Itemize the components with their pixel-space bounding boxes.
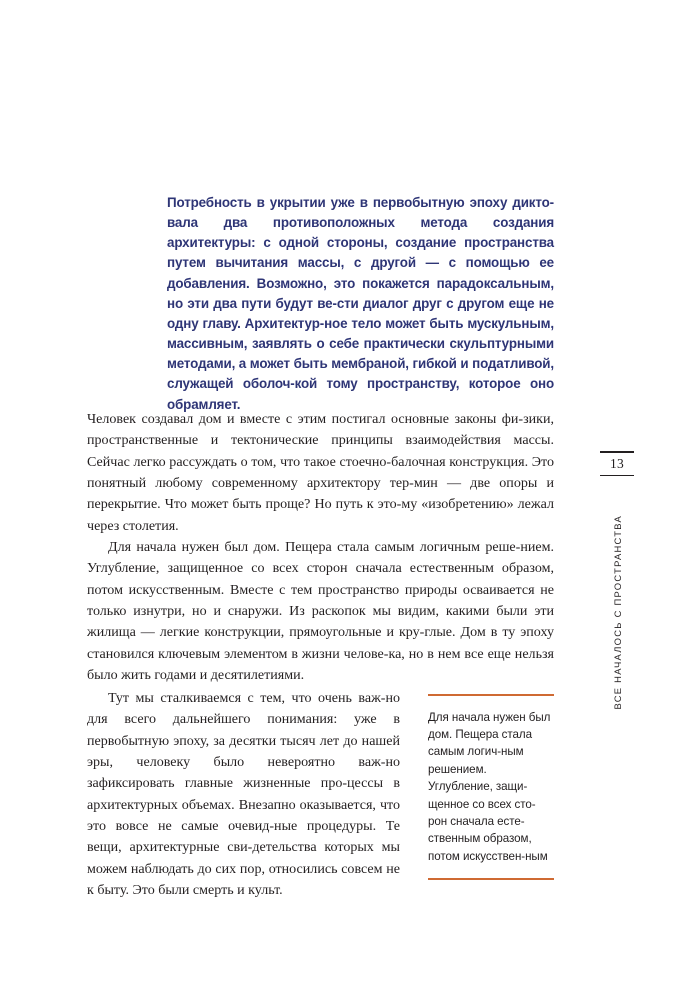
lead-paragraph: Потребность в укрытии уже в первобытную эпоху дикто-вала два противоположных метода создания архитектуры: с одной стороны, создание пространства путем вычитания массы, с другой — с помощью ее добавления. Возможно, это покажется парадоксальным, но эти два пути будут ве-сти диалог друг с другом еще не одну главу. Архитектур-ное тело может быть мускульным, массивным, заявлять о себе практически скульптурными методами, а может быть мембраной, гибкой и податливой, служащей оболоч-кой тому пространству, которое оно обрамляет. [167, 195, 554, 412]
running-head [600, 515, 634, 805]
bottom-split-section [87, 688, 554, 903]
body-paragraph: Для начала нужен был дом. Пещера стала самым логичным реше-нием. Углубление, защищенное со всех сторон сначала естественным образом, потом искусственным. Вместе с тем пространство природы осваивается не только изнутри, но и снаружи. Из раскопок мы видим, какими были эти жилища — легкие конструкции, прямоугольные и кру-глые. Дом в ту эпоху становился ключевым элементом в жизни челове-ка, но в нем все еще нельзя было жить годами и десятилетиями. [87, 539, 554, 684]
folio-bottom-rule [600, 475, 634, 477]
narrow-text-column [87, 688, 400, 901]
running-head-label: ВСЕ НАЧАЛОСЬ С ПРОСТРАНСТВА [611, 515, 623, 710]
body-paragraph: Тут мы сталкиваемся с тем, что очень важ-но для всего дальнейшего понимания: уже в первобытную эпоху, за десятки тысяч лет до нашей эры, человеку было невероятно важ-но зафиксировать главные жизненные про-цессы в архитектурных объемах. Внезапно оказывается, что это вовсе не самые очевид-ные процедуры. Те вещи, архитектурные сви-детельства которых мы можем наблюдать до сих пор, относились совсем не к быту. Это были смерть и культ. [87, 690, 400, 899]
folio [600, 451, 634, 476]
pull-quote-top-rule [428, 694, 554, 696]
body-text-block [87, 409, 554, 686]
body-paragraph: Человек создавал дом и вместе с этим постигал основные законы фи-зики, пространственные и тектонические принципы взаимодействия массы. Сейчас легко рассуждать о том, что такое стоечно-балочная конструкция. Это понятный любому современному архитектору тер-мин — две опоры и перекрытие. Что может быть проще? Но путь к это-му «изобретению» лежал через столетия. [87, 411, 554, 534]
pull-quote-bottom-rule [428, 878, 554, 880]
pull-quote-text: Для начала нужен был дом. Пещера стала самым логич-ным решением. Углубление, защи-щенное со всех сто-рон сначала есте-ственным образом, потом искусствен-ным [428, 710, 551, 863]
pull-quote [428, 694, 554, 880]
page-number: 13 [609, 455, 625, 471]
